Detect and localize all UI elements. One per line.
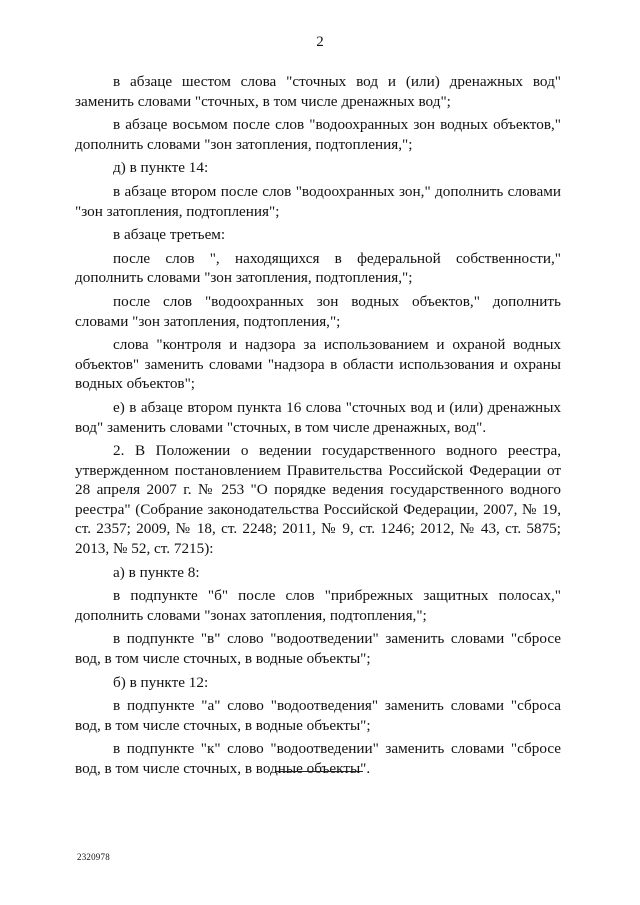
paragraph-1: в абзаце шестом слова "сточных вод и (или) дренажных вод" заменить словами "сточных, в том числе дренажных вод"; <box>75 73 561 110</box>
paragraph-3: д) в пункте 14: <box>113 159 209 177</box>
end-divider <box>275 771 363 772</box>
paragraph-9: е) в абзаце втором пункта 16 слова "сточных вод и (или) дренажных вод" заменить словами "сточных, в том числе дренажных, вод". <box>75 398 561 436</box>
paragraph-15: в подпункте "а" слово "водоотведения" заменить словами "сброса вод, в том числе сточных, в водные объекты"; <box>75 697 561 734</box>
paragraph-7: после слов "водоохранных зон водных объектов," дополнить словами "зон затопления, подтопления,"; <box>75 292 561 330</box>
paragraph-8: слова "контроля и надзора за использованием и охраной водных объектов" заменить словами "надзора в области использования и охраны водных объектов"; <box>75 336 561 393</box>
paragraph-5: в абзаце третьем: <box>113 226 226 244</box>
paragraph-16: в подпункте "к" слово "водоотведении" заменить словами "сбросе вод, в том числе сточных, в водные объекты". <box>75 740 561 777</box>
paragraph-13: в подпункте "в" слово "водоотведении" заменить словами "сбросе вод, в том числе сточных, в водные объекты"; <box>75 630 561 668</box>
paragraph-14: б) в пункте 12: <box>113 673 209 691</box>
paragraph-11: а) в пункте 8: <box>113 563 200 581</box>
document-body <box>75 72 561 783</box>
paragraph-4: в абзаце втором после слов "водоохранных зон," дополнить словами "зон затопления, подтопления"; <box>75 182 561 220</box>
page-number: 2 <box>316 34 324 50</box>
document-code: 2320978 <box>77 852 110 862</box>
paragraph-6: после слов ", находящихся в федеральной собственности," дополнить словами "зон затопления, подтопления,"; <box>75 249 561 287</box>
paragraph-2: в абзаце восьмом после слов "водоохранных зон водных объектов," дополнить словами "зон затопления, подтопления,"; <box>75 116 561 153</box>
paragraph-10: 2. В Положении о ведении государственного водного реестра, утвержденном постановлением Правительства Российской Федерации от 28 апреля 2007 г. № 253 "О порядке ведения государственного водного реестра" (Собрание законодательства Российской Федерации, 2007, № 19, ст. 2357; 2009, № 18, ст. 2248; 2011, № 9, ст. 1246; 2012, № 43, ст. 5875; 2013, № 52, ст. 7215): <box>75 442 561 558</box>
paragraph-12: в подпункте "б" после слов "прибрежных защитных полосах," дополнить словами "зонах затопления, подтопления,"; <box>75 587 561 624</box>
